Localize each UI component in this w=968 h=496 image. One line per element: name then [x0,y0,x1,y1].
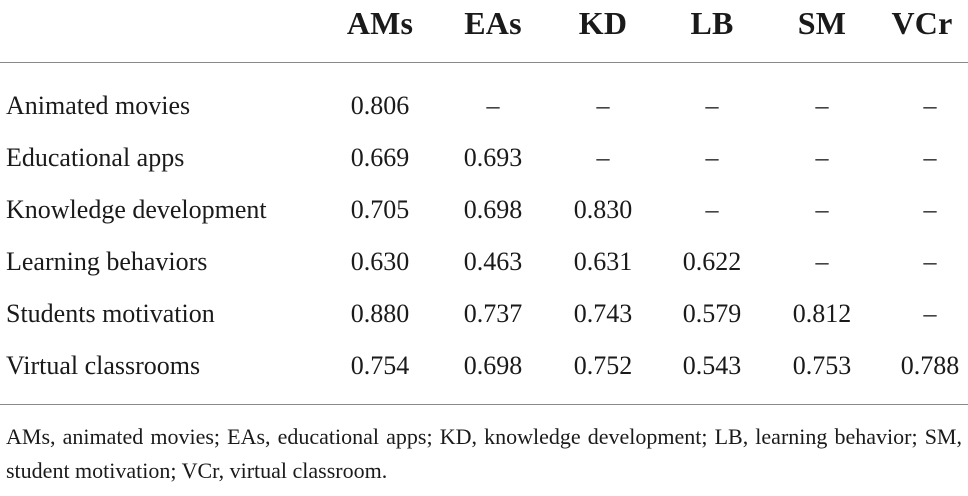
table-cell: – [705,195,719,224]
table-cell: 0.698 [463,351,523,380]
table-cell: 0.812 [792,299,852,328]
table-cell: – [923,247,937,276]
table-cell: – [705,91,719,120]
table-cell: – [596,143,610,172]
table-cell: 0.830 [573,195,633,224]
col-header-sm: SM [797,5,847,41]
table-row [0,132,968,184]
col-header-lb: LB [690,5,734,41]
header-rule [0,62,968,63]
table-row [0,80,968,132]
table-cell: – [923,299,937,328]
table-cell: 0.543 [682,351,742,380]
col-header-eas: EAs [464,5,522,41]
row-label: Virtual classrooms [6,351,201,380]
table-row [0,288,968,340]
table-cell: – [596,91,610,120]
table-cell: – [815,143,829,172]
table-footnote: AMs, animated movies; EAs, educational apps; KD, knowledge development; LB, learning behavior; SM, student motivation; VCr, virtual classroom. [6,424,962,483]
row-label: Students motivation [6,299,215,328]
table-cell: 0.880 [350,299,410,328]
table-cell: 0.743 [573,299,633,328]
table-cell: 0.737 [463,299,523,328]
table-cell: 0.788 [900,351,960,380]
table-cell: 0.669 [350,143,410,172]
table-cell: – [486,91,500,120]
col-header-ams: AMs [346,5,414,41]
table-cell: – [815,247,829,276]
table-cell: 0.622 [682,247,742,276]
table-cell: 0.579 [682,299,742,328]
table-cell: – [923,143,937,172]
table-cell: 0.753 [792,351,852,380]
table-cell: – [705,143,719,172]
table-cell: 0.806 [350,91,410,120]
row-label: Knowledge development [6,195,267,224]
col-header-vcr: VCr [891,5,953,41]
table-cell: 0.754 [350,351,410,380]
table-cell: 0.631 [573,247,633,276]
table-cell: – [923,195,937,224]
row-label: Learning behaviors [6,247,208,276]
table-cell: – [815,91,829,120]
row-label: Educational apps [6,143,185,172]
table-cell: 0.463 [463,247,523,276]
table-cell: 0.698 [463,195,523,224]
table-cell: 0.630 [350,247,410,276]
table-row [0,340,968,392]
table-row [0,236,968,288]
table-cell: 0.752 [573,351,633,380]
table-cell: 0.705 [350,195,410,224]
col-header-kd: KD [578,5,628,41]
table-row [0,184,968,236]
table-cell: 0.693 [463,143,523,172]
footer-rule [0,404,968,405]
row-label: Animated movies [6,91,191,120]
table-cell: – [815,195,829,224]
table-cell: – [923,91,937,120]
